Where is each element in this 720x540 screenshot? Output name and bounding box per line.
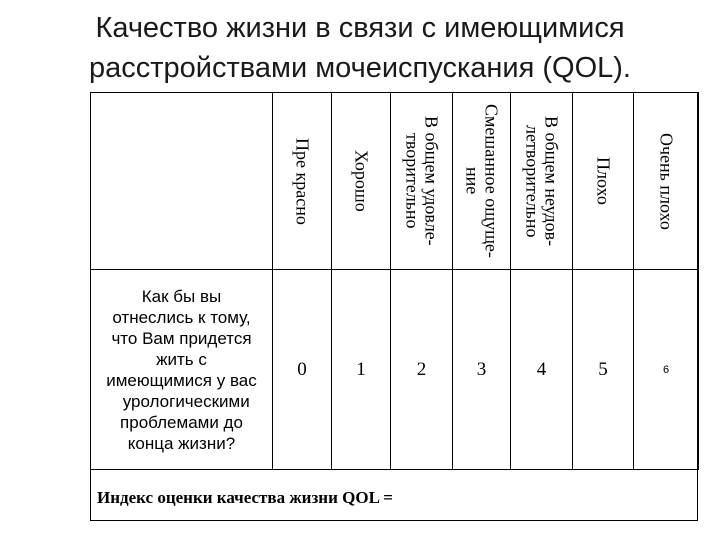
score-cell: 3 <box>453 270 511 470</box>
score-cell: 2 <box>391 270 453 470</box>
header-row <box>91 93 699 270</box>
score-cell: 4 <box>511 270 573 470</box>
header-bad: Плохо <box>593 157 614 205</box>
header-excellent: Пре красно <box>292 137 313 225</box>
header-cell <box>573 93 634 270</box>
header-good: Хорошо <box>351 150 372 212</box>
header-mixed: Смешанное ощуще- ние <box>462 104 502 258</box>
header-cell <box>511 93 573 270</box>
question-cell: Как бы вы отнеслись к тому, что Вам придется жить с имеющимися у вас урологическими проблемами до конца жизни? <box>91 270 273 470</box>
score-cell: 0 <box>273 270 332 470</box>
header-mostly-dissatisfied: В общем неудов- летворительно <box>522 115 562 247</box>
score-cell: 1 <box>332 270 391 470</box>
title-line-2: расстройствами мочеиспускания (QOL). <box>89 52 631 84</box>
qol-table <box>90 92 699 470</box>
header-very-bad: Очень плохо <box>656 132 677 230</box>
header-cell <box>273 93 332 270</box>
score-cell: 5 <box>573 270 634 470</box>
empty-corner-cell <box>91 93 273 270</box>
score-row <box>91 270 699 470</box>
header-cell <box>391 93 453 270</box>
qol-index-label: Индекс оценки качества жизни QOL = <box>97 488 393 507</box>
score-cell: 6 <box>634 270 699 470</box>
header-cell <box>453 93 511 270</box>
header-mostly-satisfied: В общем удовле- творительно <box>402 116 442 246</box>
title-line-1: Качество жизни в связи с имеющимися <box>95 12 625 44</box>
slide-title <box>0 8 720 88</box>
header-cell <box>634 93 699 270</box>
header-cell <box>332 93 391 270</box>
